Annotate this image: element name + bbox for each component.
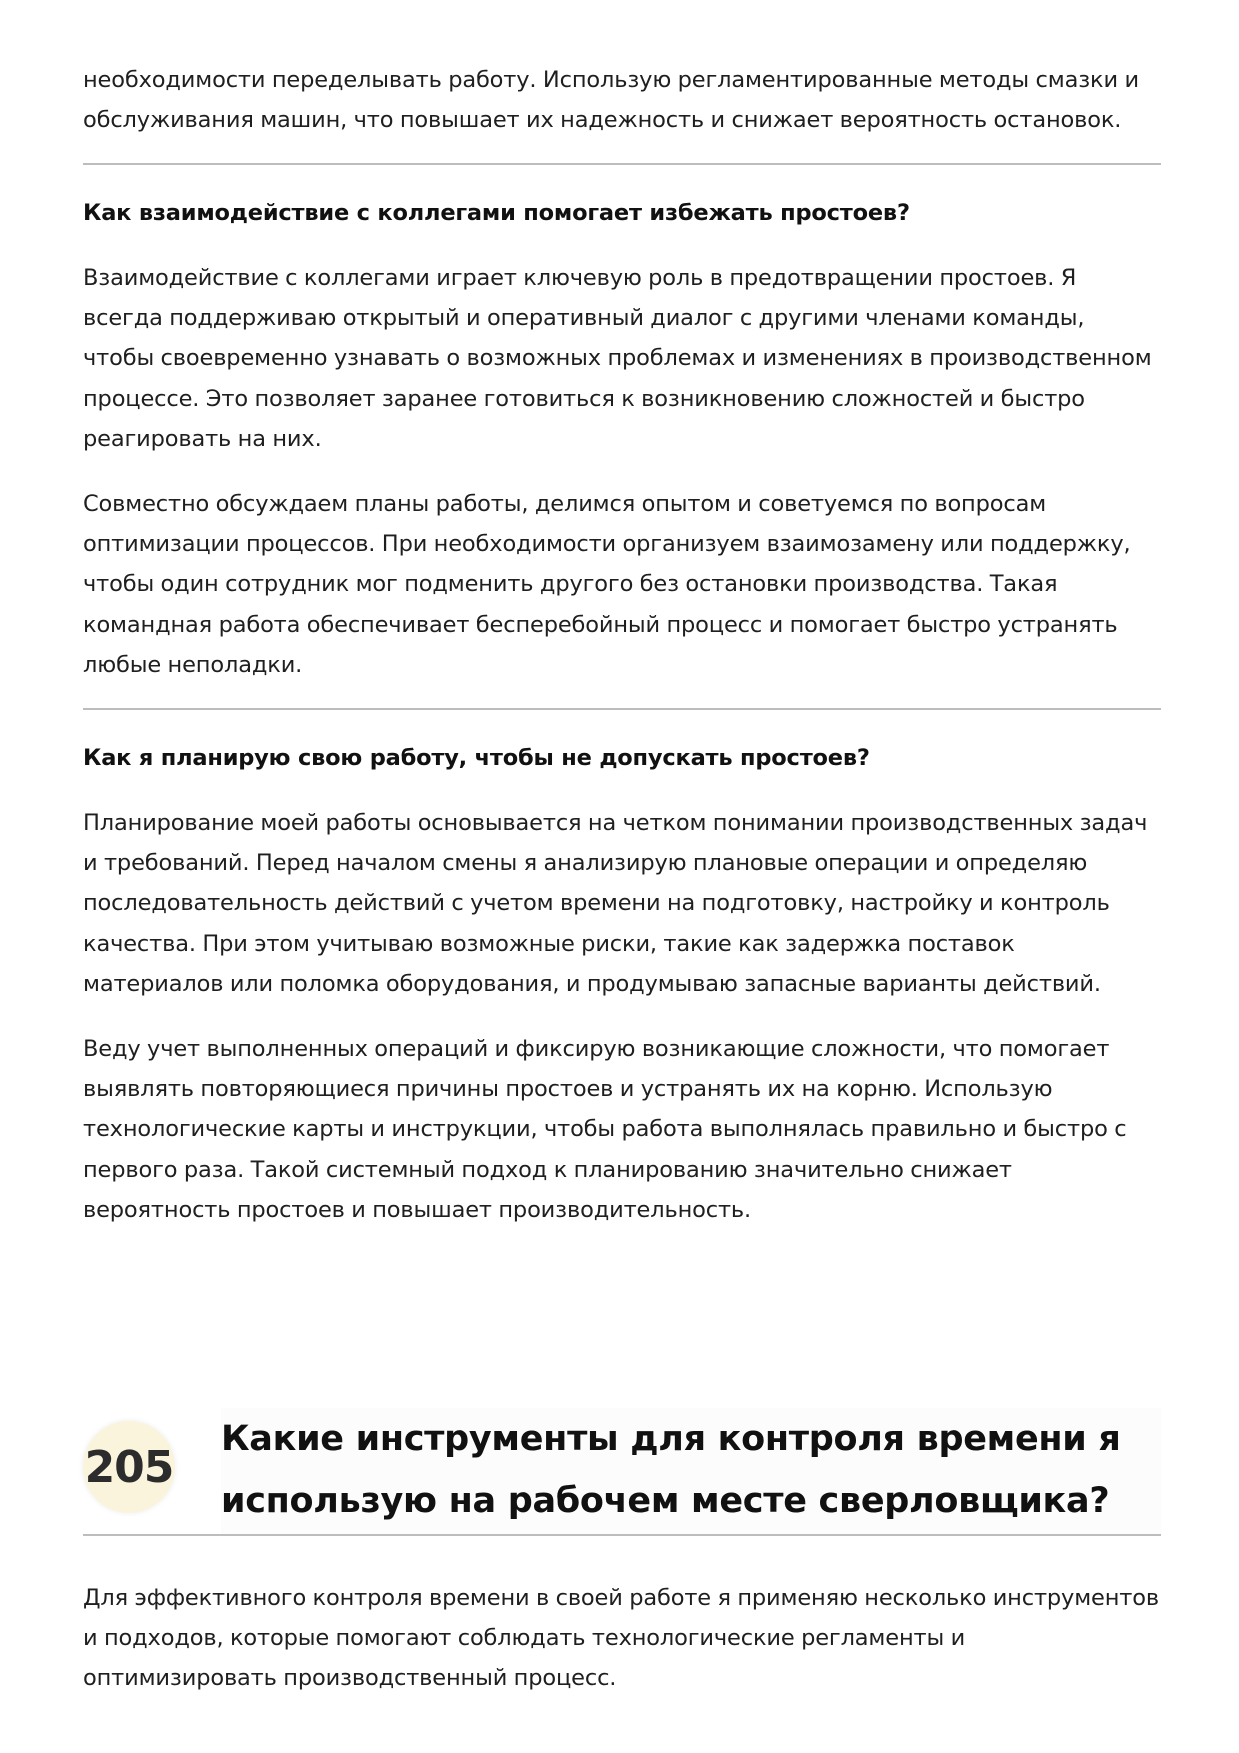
answer-paragraph: Взаимодействие с коллегами играет ключевую роль в предотвращении простоев. Я всегда поддерживаю открытый и оперативный диалог с другими членами команды, чтобы своевременно узнавать о возможных проблемах и изменениях в производственном процессе. Это позволяет заранее готовиться к возникновению сложностей и быстро реагировать на них. (83, 265, 1152, 452)
section-number: 205 (84, 1441, 174, 1493)
divider (83, 1534, 1161, 1536)
answer-paragraph: Совместно обсуждаем планы работы, делимся опытом и советуемся по вопросам оптимизации процессов. При необходимости организуем взаимозамену или поддержку, чтобы один сотрудник мог подменить другого без остановки производства. Такая командная работа обеспечивает бесперебойный процесс и помогает быстро устранять любые неполадки. (83, 491, 1131, 678)
section-number-badge (83, 1421, 175, 1513)
question-heading: Как взаимодействие с коллегами помогает избежать простоев? (83, 200, 910, 226)
answer-paragraph: Планирование моей работы основывается на четком понимании производственных задач и требований. Перед началом смены я анализирую плановые операции и определяю последовательность действий с учетом времени на подготовку, настройку и контроль качества. При этом учитываю возможные риски, такие как задержка поставок материалов или поломка оборудования, и продумываю запасные варианты действий. (83, 810, 1148, 997)
section-intro-paragraph: Для эффективного контроля времени в своей работе я применяю несколько инструментов и подходов, которые помогают соблюдать технологические регламенты и оптимизировать производственный процесс. (83, 1585, 1159, 1692)
intro-paragraph: необходимости переделывать работу. Использую регламентированные методы смазки и обслуживания машин, что повышает их надежность и снижает вероятность остановок. (83, 67, 1139, 134)
question-heading: Как я планирую свою работу, чтобы не допускать простоев? (83, 745, 870, 771)
divider (83, 163, 1161, 165)
section-header (83, 1408, 1161, 1534)
divider (83, 708, 1161, 710)
answer-paragraph: Веду учет выполненных операций и фиксирую возникающие сложности, что помогает выявлять повторяющиеся причины простоев и устранять их на корню. Использую технологические карты и инструкции, чтобы работа выполнялась правильно и быстро с первого раза. Такой системный подход к планированию значительно снижает вероятность простоев и повышает производительность. (83, 1036, 1127, 1223)
section-title: Какие инструменты для контроля времени я использую на рабочем месте сверловщика? (221, 1419, 1121, 1521)
